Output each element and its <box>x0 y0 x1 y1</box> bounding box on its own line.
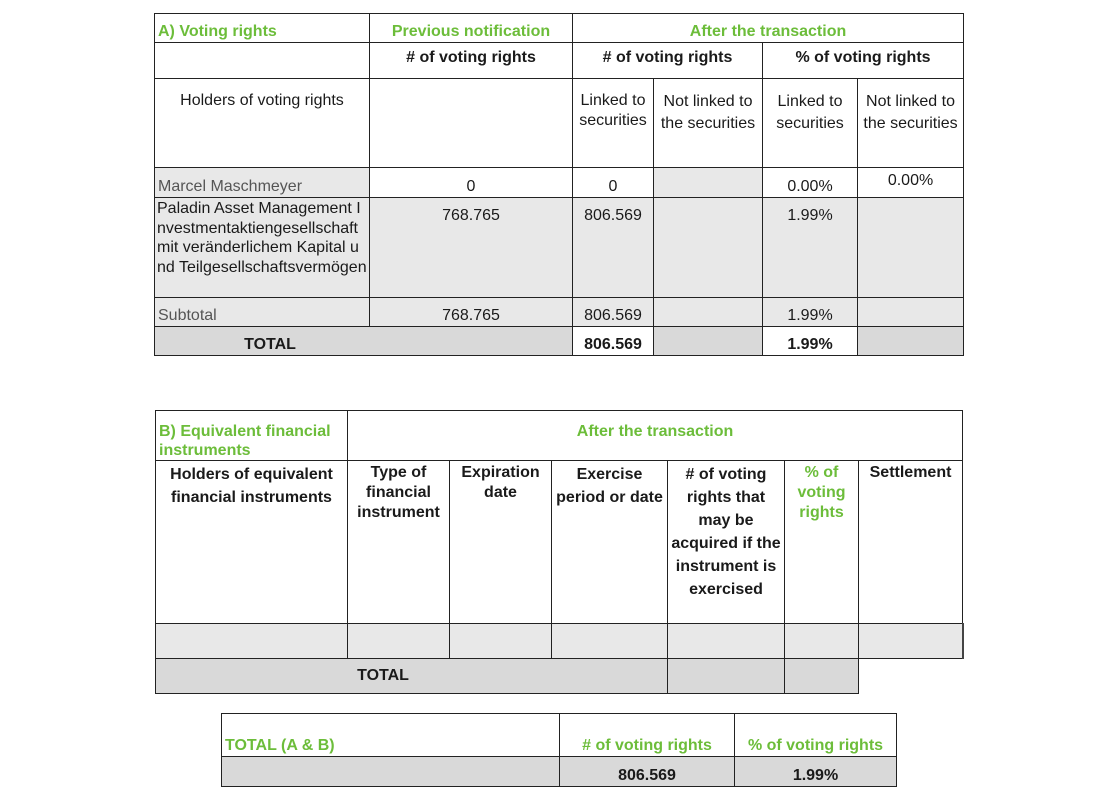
not-linked-value <box>654 198 763 298</box>
after-pct-voting-rights-header: % of voting rights <box>763 43 964 79</box>
subtotal-linked: 806.569 <box>573 298 654 327</box>
empty-cell <box>859 659 963 694</box>
after-num-voting-rights-header: # of voting rights <box>573 43 763 79</box>
pct-not-linked-securities-header: Not linked to the securities <box>858 79 964 168</box>
not-linked-value <box>654 168 763 198</box>
col-pct-header: % of voting rights <box>785 461 859 624</box>
total-ab-num-header: # of voting rights <box>560 714 735 757</box>
linked-value: 0 <box>573 168 654 198</box>
prev-num-voting-rights-header: # of voting rights <box>370 43 573 79</box>
prev-value: 0 <box>370 168 573 198</box>
empty-cell <box>348 624 450 659</box>
holder-name: Paladin Asset Management Investmentaktiengesellschaft mit veränderlichem Kapital und Teilgesellschaftsvermögen <box>155 198 370 298</box>
total-ab-pct-header: % of voting rights <box>735 714 897 757</box>
col-num-header: # of voting rights that may be acquired if the instrument is exercised <box>668 461 785 624</box>
total-linked: 806.569 <box>573 327 654 356</box>
empty-cell <box>668 624 785 659</box>
total-pct-linked: 1.99% <box>763 327 858 356</box>
total-label: TOTAL <box>156 659 668 694</box>
col-settlement-header: Settlement <box>859 461 963 624</box>
subtotal-pct-linked: 1.99% <box>763 298 858 327</box>
prev-notification-header: Previous notification <box>370 14 573 43</box>
prev-value: 768.765 <box>370 198 573 298</box>
pct-not-linked-value <box>858 198 964 298</box>
col-holders-header: Holders of equivalent financial instruments <box>156 461 348 624</box>
total-row <box>156 659 963 694</box>
subtotal-prev: 768.765 <box>370 298 573 327</box>
linked-value: 806.569 <box>573 198 654 298</box>
empty-cell <box>552 624 668 659</box>
section-a-title: A) Voting rights <box>155 14 370 43</box>
total-label: TOTAL <box>155 327 573 356</box>
total-pct <box>785 659 859 694</box>
empty-cell <box>222 757 560 787</box>
equivalent-instruments-table <box>155 410 964 694</box>
pct-not-linked-value: 0.00% <box>858 168 964 198</box>
after-transaction-header: After the transaction <box>348 411 963 461</box>
section-b-title: B) Equivalent financial instruments <box>156 411 348 461</box>
not-linked-securities-header: Not linked to the securities <box>654 79 763 168</box>
empty-cell <box>785 624 859 659</box>
empty-cell <box>859 624 963 659</box>
pct-linked-securities-header: Linked to securities <box>763 79 858 168</box>
holder-name: Marcel Maschmeyer <box>155 168 370 198</box>
total-ab-num-value: 806.569 <box>560 757 735 787</box>
linked-securities-header: Linked to securities <box>573 79 654 168</box>
subtotal-row <box>155 298 964 327</box>
pct-linked-value: 0.00% <box>763 168 858 198</box>
empty-cell <box>156 624 348 659</box>
subtotal-pct-not-linked <box>858 298 964 327</box>
total-num <box>668 659 785 694</box>
empty-cell <box>155 43 370 79</box>
holders-label: Holders of voting rights <box>155 79 370 168</box>
empty-cell <box>370 79 573 168</box>
col-type-header: Type of financial instrument <box>348 461 450 624</box>
total-row <box>155 327 964 356</box>
subtotal-not-linked <box>654 298 763 327</box>
after-transaction-header: After the transaction <box>573 14 964 43</box>
empty-cell <box>450 624 552 659</box>
total-pct-not-linked <box>858 327 964 356</box>
col-expiration-header: Expiration date <box>450 461 552 624</box>
col-exercise-header: Exercise period or date <box>552 461 668 624</box>
total-a-b-table <box>221 713 897 787</box>
table-row <box>156 624 963 659</box>
total-not-linked <box>654 327 763 356</box>
table-row <box>155 198 964 298</box>
subtotal-label: Subtotal <box>155 298 370 327</box>
table-row <box>155 168 964 198</box>
total-ab-title: TOTAL (A & B) <box>222 714 560 757</box>
voting-rights-table <box>154 13 964 356</box>
total-ab-pct-value: 1.99% <box>735 757 897 787</box>
pct-linked-value: 1.99% <box>763 198 858 298</box>
